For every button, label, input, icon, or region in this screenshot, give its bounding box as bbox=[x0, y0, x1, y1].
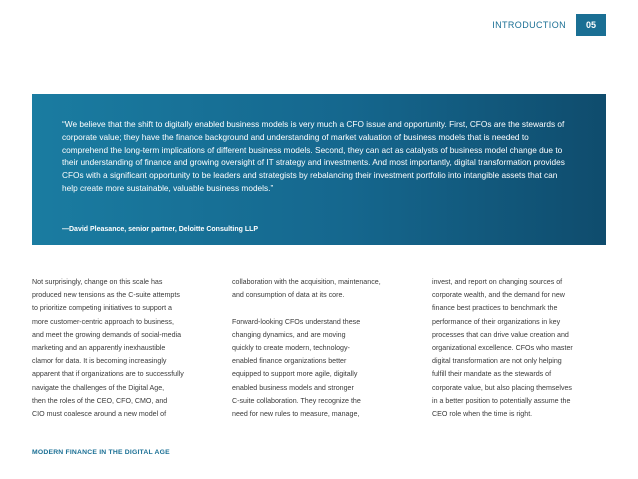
body-column-3: invest, and report on changing sources of corporate wealth, and the demand for new finance best practices to benchmark the performance of their organizations in key processes that can drive value creation and organizational excellence. CFOs who master digital transformation are not only helping fulfill their mandate as the stewards of corporate value, but also placing themselves in a better position to potentially assume the CEO role when the time is right. bbox=[432, 278, 573, 419]
section-label: INTRODUCTION bbox=[492, 20, 566, 30]
page-header bbox=[492, 14, 606, 36]
pull-quote: “We believe that the shift to digitally enabled business models is very much a CFO issue and opportunity. First, CFOs are the stewards of corporate value; they have the finance background and understanding of market valuation of business models that is needed to comprehend the long-term implications of different business models. Second, they can act as catalysts of business model change due to their understanding of finance and growing oversight of IT strategy and investments. And most importantly, digital transformation provides CFOs with a significant opportunity to be leaders and strategists by rebalancing their investment portfolio into intangible assets that can help create more sustainable, valuable business models.” bbox=[62, 119, 565, 193]
footer-title: MODERN FINANCE IN THE DIGITAL AGE bbox=[32, 449, 170, 456]
body-column-2: collaboration with the acquisition, maintenance, and consumption of data at its core. Forward-looking CFOs understand these changing dynamics, and are moving quickly to create modern, technology- enabled finance organizations better equipped to support more agile, digitally enabled business models and stronger C-suite collaboration. They recognize the need for new rules to measure, manage, bbox=[232, 278, 381, 419]
page-number: 05 bbox=[576, 14, 606, 36]
quote-attribution: —David Pleasance, senior partner, Deloitte Consulting LLP bbox=[62, 226, 259, 233]
body-column-1: Not surprisingly, change on this scale has produced new tensions as the C-suite attempts to prioritize competing initiatives to support a more customer-centric approach to business, and meet the growing demands of social-media marketing and an apparently inexhaustible clamor for data. It is becoming increasingly apparent that if organizations are to successfully navigate the challenges of the Digital Age, then the roles of the CEO, CFO, CMO, and CIO must coalesce around a new model of bbox=[32, 278, 184, 419]
quote-banner bbox=[32, 94, 606, 245]
